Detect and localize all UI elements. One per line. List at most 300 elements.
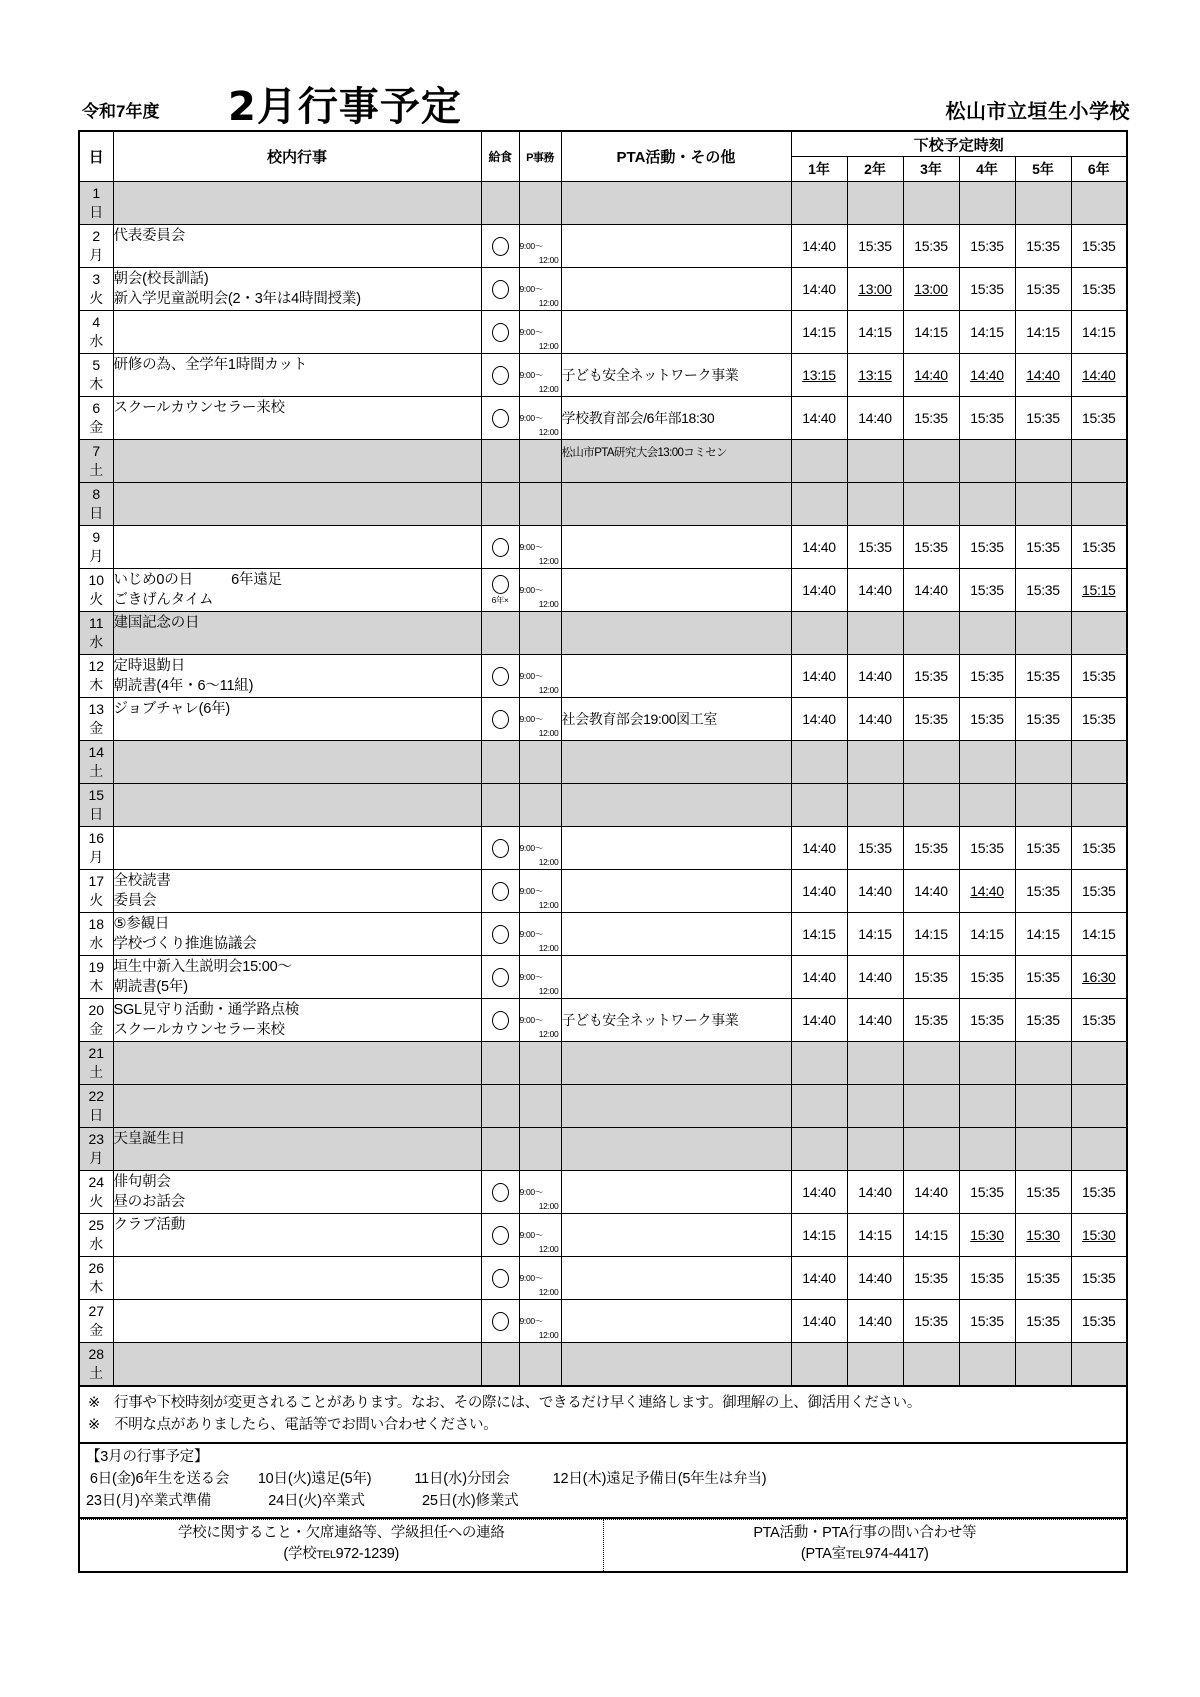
- row-pta-other: [561, 1042, 791, 1085]
- dismissal-time: 14:15: [1081, 926, 1116, 942]
- row-dismissal-grade-5: [1015, 913, 1071, 956]
- row-dismissal-grade-2: [847, 483, 903, 526]
- row-day-cell: [79, 1214, 113, 1257]
- event-line-1: [114, 484, 481, 504]
- day-weekday: 月: [89, 1150, 104, 1166]
- row-day-cell: [79, 1343, 113, 1386]
- contact-pta-title: PTA活動・PTA行事の問い合わせ等: [753, 1524, 977, 1541]
- page-title: 2月行事予定: [228, 84, 462, 130]
- dismissal-time: 13:00: [914, 281, 948, 297]
- row-dismissal-grade-2: [847, 569, 903, 612]
- row-dismissal-grade-4: [959, 526, 1015, 569]
- table-row: [79, 311, 1127, 354]
- dismissal-time: 14:40: [1026, 367, 1060, 383]
- row-lunch-cell: [481, 1042, 519, 1085]
- row-dismissal-grade-4: [959, 225, 1015, 268]
- march-schedule-block: [78, 1444, 1128, 1518]
- row-school-events: [113, 1214, 481, 1257]
- row-dismissal-grade-6: [1071, 784, 1127, 827]
- dismissal-time: 14:40: [802, 1184, 836, 1200]
- dismissal-time: 15:35: [970, 711, 1004, 727]
- row-pta-other: [561, 1085, 791, 1128]
- p-office-start: 9:00〜: [519, 1315, 544, 1326]
- march-title: 【3月の行事予定】: [86, 1449, 209, 1466]
- p-office-end: 12:00: [538, 727, 559, 738]
- dismissal-time: 15:35: [914, 1270, 948, 1286]
- event-line-1: 定時退勤日: [113, 658, 185, 674]
- row-lunch-cell: [481, 1085, 519, 1128]
- event-line-2: [114, 203, 481, 223]
- dismissal-time: 13:15: [802, 367, 836, 383]
- row-school-events: [113, 956, 481, 999]
- lunch-circle-icon: [492, 667, 509, 686]
- dismissal-time: 15:35: [970, 1184, 1004, 1200]
- day-weekday: 土: [89, 462, 104, 478]
- p-office-end: 12:00: [538, 426, 559, 437]
- dismissal-time: 15:35: [1026, 238, 1060, 254]
- p-office-end: 12:00: [538, 856, 559, 867]
- row-dismissal-grade-2: [847, 612, 903, 655]
- dismissal-time: 14:40: [914, 582, 948, 598]
- row-dismissal-grade-6: [1071, 483, 1127, 526]
- day-number: 3: [92, 271, 101, 287]
- event-line-1: [114, 785, 481, 805]
- p-office-start: 9:00〜: [519, 971, 544, 982]
- dismissal-time: 13:15: [858, 367, 892, 383]
- p-office-end: 12:00: [538, 297, 559, 308]
- day-weekday: 金: [89, 1322, 104, 1338]
- row-dismissal-grade-1: [791, 1343, 847, 1386]
- dismissal-time: 14:15: [970, 926, 1004, 942]
- row-dismissal-grade-2: [847, 1085, 903, 1128]
- row-school-events: [113, 655, 481, 698]
- dismissal-time: 15:35: [970, 582, 1004, 598]
- day-weekday: 金: [89, 419, 104, 435]
- day-number: 12: [88, 658, 105, 674]
- event-line-2: [114, 246, 481, 266]
- dismissal-time: 14:15: [802, 1227, 836, 1243]
- lunch-circle-icon: [492, 710, 509, 729]
- lunch-circle-icon: [492, 1226, 509, 1245]
- event-line-1: [114, 1086, 481, 1106]
- row-dismissal-grade-5: [1015, 870, 1071, 913]
- row-school-events: [113, 913, 481, 956]
- row-dismissal-grade-2: [847, 1343, 903, 1386]
- dismissal-time: 15:30: [970, 1227, 1004, 1243]
- lunch-note: 6年×: [491, 594, 509, 605]
- row-dismissal-grade-4: [959, 913, 1015, 956]
- row-pta-other: [561, 182, 791, 225]
- note-line-1: [88, 1392, 1126, 1414]
- day-weekday: 月: [89, 548, 104, 564]
- dismissal-time: 14:15: [802, 324, 836, 340]
- row-pta-other: [561, 784, 791, 827]
- p-office-end: 12:00: [538, 383, 559, 394]
- row-dismissal-grade-4: [959, 440, 1015, 483]
- row-dismissal-grade-5: [1015, 354, 1071, 397]
- dismissal-time: 15:35: [914, 711, 948, 727]
- row-day-cell: [79, 182, 113, 225]
- event-line-1: 全校読書: [113, 873, 171, 889]
- row-p-office-cell: [519, 1300, 561, 1343]
- day-number: 16: [88, 830, 105, 846]
- day-number: 21: [88, 1045, 105, 1061]
- row-dismissal-grade-3: [903, 483, 959, 526]
- row-dismissal-grade-4: [959, 1085, 1015, 1128]
- row-dismissal-grade-6: [1071, 1171, 1127, 1214]
- table-row: [79, 440, 1127, 483]
- row-dismissal-grade-1: [791, 225, 847, 268]
- p-office-end: 12:00: [538, 985, 559, 996]
- lunch-circle-icon: [492, 1183, 509, 1202]
- dismissal-time: 14:40: [858, 1012, 892, 1028]
- dismissal-time: 15:35: [1026, 668, 1060, 684]
- col-header-grade-5: 5年: [1015, 157, 1071, 182]
- row-dismissal-grade-6: [1071, 1343, 1127, 1386]
- row-day-cell: [79, 1300, 113, 1343]
- row-dismissal-grade-5: [1015, 526, 1071, 569]
- row-dismissal-grade-6: [1071, 1128, 1127, 1171]
- lunch-circle-icon: [492, 366, 509, 385]
- row-dismissal-grade-1: [791, 655, 847, 698]
- day-weekday: 土: [89, 1064, 104, 1080]
- school-name: 松山市立垣生小学校: [945, 101, 1130, 123]
- row-pta-other: [561, 1257, 791, 1300]
- day-number: 9: [92, 529, 101, 545]
- day-number: 6: [92, 400, 101, 416]
- dismissal-time: 13:00: [858, 281, 892, 297]
- row-lunch-cell: [481, 827, 519, 870]
- event-line-2: [114, 805, 481, 825]
- row-dismissal-grade-4: [959, 354, 1015, 397]
- lunch-circle-icon: [492, 575, 509, 594]
- dismissal-time: 14:40: [802, 281, 836, 297]
- lunch-circle-icon: [492, 280, 509, 299]
- row-dismissal-grade-4: [959, 1171, 1015, 1214]
- row-school-events: [113, 1042, 481, 1085]
- p-office-end: 12:00: [538, 1200, 559, 1211]
- dismissal-time: 15:35: [1081, 711, 1116, 727]
- row-dismissal-grade-1: [791, 870, 847, 913]
- row-dismissal-grade-1: [791, 784, 847, 827]
- event-line-1: [114, 1301, 481, 1321]
- day-number: 15: [88, 787, 105, 803]
- dismissal-time: 15:35: [1081, 1012, 1116, 1028]
- row-day-cell: [79, 225, 113, 268]
- row-school-events: [113, 268, 481, 311]
- row-dismissal-grade-1: [791, 483, 847, 526]
- row-dismissal-grade-3: [903, 741, 959, 784]
- table-row: [79, 827, 1127, 870]
- event-line-2: 委員会: [113, 893, 157, 909]
- row-lunch-cell: [481, 612, 519, 655]
- row-dismissal-grade-3: [903, 1128, 959, 1171]
- dismissal-time: 14:40: [802, 1270, 836, 1286]
- dismissal-time: 15:35: [914, 238, 948, 254]
- row-lunch-cell: [481, 526, 519, 569]
- day-weekday: 月: [89, 849, 104, 865]
- row-dismissal-grade-1: [791, 1128, 847, 1171]
- event-line-2: [114, 375, 481, 395]
- row-dismissal-grade-2: [847, 1300, 903, 1343]
- col-header-school-events: 校内行事: [113, 131, 481, 182]
- row-dismissal-grade-3: [903, 913, 959, 956]
- dismissal-time: 14:40: [914, 883, 948, 899]
- day-number: 11: [88, 615, 104, 631]
- row-dismissal-grade-1: [791, 182, 847, 225]
- dismissal-time: 14:40: [858, 410, 892, 426]
- event-line-2: 新入学児童説明会(2・3年は4時間授業): [113, 291, 361, 307]
- day-number: 1: [92, 185, 101, 201]
- p-office-start: 9:00〜: [519, 369, 544, 380]
- p-office-end: 12:00: [538, 942, 559, 953]
- row-dismissal-grade-2: [847, 741, 903, 784]
- dismissal-time: 15:35: [1081, 410, 1116, 426]
- row-p-office-cell: [519, 526, 561, 569]
- row-day-cell: [79, 1257, 113, 1300]
- row-school-events: [113, 612, 481, 655]
- dismissal-time: 14:40: [914, 1184, 948, 1200]
- event-line-1: 垣生中新入生説明会15:00〜: [113, 959, 292, 975]
- event-line-2: 学校づくり推進協議会: [113, 936, 257, 952]
- lunch-circle-icon: [492, 1312, 509, 1331]
- dismissal-time: 15:35: [1026, 410, 1060, 426]
- p-office-end: 12:00: [538, 1286, 559, 1297]
- table-row: [79, 956, 1127, 999]
- row-dismissal-grade-4: [959, 311, 1015, 354]
- row-pta-other: [561, 1214, 791, 1257]
- p-office-end: 12:00: [538, 598, 559, 609]
- dismissal-time: 14:40: [858, 1270, 892, 1286]
- row-lunch-cell: [481, 870, 519, 913]
- row-dismissal-grade-2: [847, 655, 903, 698]
- event-line-1: ⑤参観日: [113, 916, 170, 932]
- lunch-circle-icon: [492, 1011, 509, 1030]
- day-number: 13: [88, 701, 105, 717]
- p-office-start: 9:00〜: [519, 713, 544, 724]
- row-lunch-cell: [481, 440, 519, 483]
- contact-pta-tel: [604, 1544, 1127, 1566]
- lunch-circle-icon: [492, 839, 509, 858]
- dismissal-time: 15:35: [1026, 883, 1060, 899]
- row-p-office-cell: [519, 956, 561, 999]
- row-dismissal-grade-1: [791, 354, 847, 397]
- row-dismissal-grade-5: [1015, 397, 1071, 440]
- event-line-1: 天皇誕生日: [113, 1131, 185, 1147]
- row-p-office-cell: [519, 1257, 561, 1300]
- dismissal-time: 15:35: [1026, 539, 1060, 555]
- row-dismissal-grade-5: [1015, 569, 1071, 612]
- dismissal-time: 15:35: [970, 969, 1004, 985]
- dismissal-time: 14:40: [802, 1313, 836, 1329]
- dismissal-time: 15:35: [1081, 1184, 1116, 1200]
- dismissal-time: 14:40: [858, 668, 892, 684]
- row-dismissal-grade-4: [959, 827, 1015, 870]
- era-label: 令和7年度: [82, 102, 160, 121]
- event-line-1: 朝会(校長訓話): [113, 271, 209, 287]
- row-school-events: [113, 526, 481, 569]
- row-lunch-cell: [481, 1214, 519, 1257]
- row-lunch-cell: [481, 397, 519, 440]
- row-lunch-cell: [481, 1171, 519, 1214]
- dismissal-time: 15:35: [1026, 969, 1060, 985]
- dismissal-time: 14:40: [858, 883, 892, 899]
- row-dismissal-grade-5: [1015, 225, 1071, 268]
- row-dismissal-grade-5: [1015, 956, 1071, 999]
- row-school-events: [113, 225, 481, 268]
- col-header-dismissal-time: 下校予定時刻: [791, 131, 1127, 157]
- dismissal-time: 15:35: [914, 1313, 948, 1329]
- row-dismissal-grade-4: [959, 999, 1015, 1042]
- col-header-grade-1: 1年: [791, 157, 847, 182]
- row-school-events: [113, 483, 481, 526]
- day-number: 26: [88, 1260, 105, 1276]
- row-dismissal-grade-5: [1015, 827, 1071, 870]
- tel-icon-2: TEL: [845, 1549, 866, 1562]
- row-day-cell: [79, 956, 113, 999]
- row-dismissal-grade-4: [959, 268, 1015, 311]
- row-pta-other: [561, 268, 791, 311]
- dismissal-time: 15:35: [858, 539, 892, 555]
- row-dismissal-grade-3: [903, 354, 959, 397]
- contact-block: [78, 1519, 1128, 1574]
- dismissal-time: 14:40: [802, 883, 836, 899]
- row-dismissal-grade-4: [959, 182, 1015, 225]
- p-office-start: 9:00〜: [519, 584, 544, 595]
- row-p-office-cell: [519, 311, 561, 354]
- row-dismissal-grade-6: [1071, 1085, 1127, 1128]
- row-dismissal-grade-6: [1071, 569, 1127, 612]
- row-school-events: [113, 1300, 481, 1343]
- p-office-start: 9:00〜: [519, 1014, 544, 1025]
- event-line-2: [114, 547, 481, 567]
- contact-school-tel: [80, 1544, 603, 1566]
- dismissal-time: 14:40: [802, 1012, 836, 1028]
- notes-block: [78, 1387, 1128, 1445]
- row-dismissal-grade-3: [903, 397, 959, 440]
- row-dismissal-grade-2: [847, 1214, 903, 1257]
- p-office-end: 12:00: [538, 899, 559, 910]
- day-number: 17: [88, 873, 105, 889]
- row-dismissal-grade-4: [959, 784, 1015, 827]
- p-office-end: 12:00: [538, 1243, 559, 1254]
- day-number: 24: [88, 1174, 105, 1190]
- row-school-events: [113, 397, 481, 440]
- row-day-cell: [79, 913, 113, 956]
- event-line-2: [114, 332, 481, 352]
- row-p-office-cell: [519, 741, 561, 784]
- p-office-end: 12:00: [538, 1329, 559, 1340]
- dismissal-time: 14:15: [914, 926, 948, 942]
- row-p-office-cell: [519, 569, 561, 612]
- row-dismissal-grade-3: [903, 225, 959, 268]
- row-lunch-cell: [481, 569, 519, 612]
- row-lunch-cell: [481, 698, 519, 741]
- day-weekday: 土: [89, 763, 104, 779]
- row-day-cell: [79, 311, 113, 354]
- day-weekday: 火: [89, 591, 104, 607]
- note-line-2: [88, 1414, 1126, 1436]
- event-line-2: [114, 504, 481, 524]
- row-p-office-cell: [519, 784, 561, 827]
- table-row: [79, 483, 1127, 526]
- p-office-end: 12:00: [538, 254, 559, 265]
- row-dismissal-grade-1: [791, 311, 847, 354]
- row-dismissal-grade-2: [847, 827, 903, 870]
- row-p-office-cell: [519, 612, 561, 655]
- event-line-1: [114, 1258, 481, 1278]
- p-office-start: 9:00〜: [519, 842, 544, 853]
- row-day-cell: [79, 440, 113, 483]
- lunch-circle-icon: [492, 323, 509, 342]
- day-weekday: 日: [89, 806, 104, 822]
- dismissal-time: 14:40: [858, 1313, 892, 1329]
- row-pta-other: [561, 1300, 791, 1343]
- row-p-office-cell: [519, 1171, 561, 1214]
- dismissal-time: 15:35: [1081, 238, 1116, 254]
- row-school-events: [113, 870, 481, 913]
- row-dismissal-grade-4: [959, 1343, 1015, 1386]
- row-school-events: [113, 1257, 481, 1300]
- event-line-2: [114, 461, 481, 481]
- row-dismissal-grade-3: [903, 956, 959, 999]
- event-line-2: [114, 1149, 481, 1169]
- row-day-cell: [79, 784, 113, 827]
- p-office-start: 9:00〜: [519, 1272, 544, 1283]
- dismissal-time: 15:35: [1026, 840, 1060, 856]
- row-dismissal-grade-6: [1071, 827, 1127, 870]
- row-dismissal-grade-6: [1071, 655, 1127, 698]
- row-pta-other: [561, 483, 791, 526]
- contact-school-tel-prefix: (学校: [283, 1546, 317, 1563]
- p-office-start: 9:00〜: [519, 928, 544, 939]
- note-mark-2: ※: [88, 1416, 100, 1433]
- day-number: 2: [92, 228, 101, 244]
- day-weekday: 金: [89, 720, 104, 736]
- dismissal-time: 14:40: [858, 582, 892, 598]
- row-lunch-cell: [481, 268, 519, 311]
- dismissal-time: 15:35: [914, 969, 948, 985]
- row-dismissal-grade-2: [847, 225, 903, 268]
- row-p-office-cell: [519, 1128, 561, 1171]
- row-pta-other: [561, 612, 791, 655]
- dismissal-time: 15:35: [1081, 281, 1116, 297]
- row-lunch-cell: [481, 182, 519, 225]
- row-p-office-cell: [519, 483, 561, 526]
- row-dismissal-grade-3: [903, 1343, 959, 1386]
- day-weekday: 日: [89, 1107, 104, 1123]
- row-day-cell: [79, 870, 113, 913]
- table-row: [79, 1214, 1127, 1257]
- table-row: [79, 913, 1127, 956]
- row-dismissal-grade-6: [1071, 741, 1127, 784]
- dismissal-time: 15:35: [858, 840, 892, 856]
- row-dismissal-grade-1: [791, 741, 847, 784]
- row-dismissal-grade-4: [959, 956, 1015, 999]
- row-dismissal-grade-4: [959, 741, 1015, 784]
- row-lunch-cell: [481, 999, 519, 1042]
- table-head: [79, 131, 1127, 182]
- row-dismissal-grade-4: [959, 569, 1015, 612]
- dismissal-time: 15:35: [970, 539, 1004, 555]
- row-pta-other: [561, 1171, 791, 1214]
- contact-pta-tel-prefix: (PTA室: [800, 1546, 846, 1563]
- row-pta-other: [561, 526, 791, 569]
- row-day-cell: [79, 354, 113, 397]
- dismissal-time: 14:40: [1081, 367, 1116, 383]
- row-lunch-cell: [481, 1343, 519, 1386]
- row-dismissal-grade-6: [1071, 1214, 1127, 1257]
